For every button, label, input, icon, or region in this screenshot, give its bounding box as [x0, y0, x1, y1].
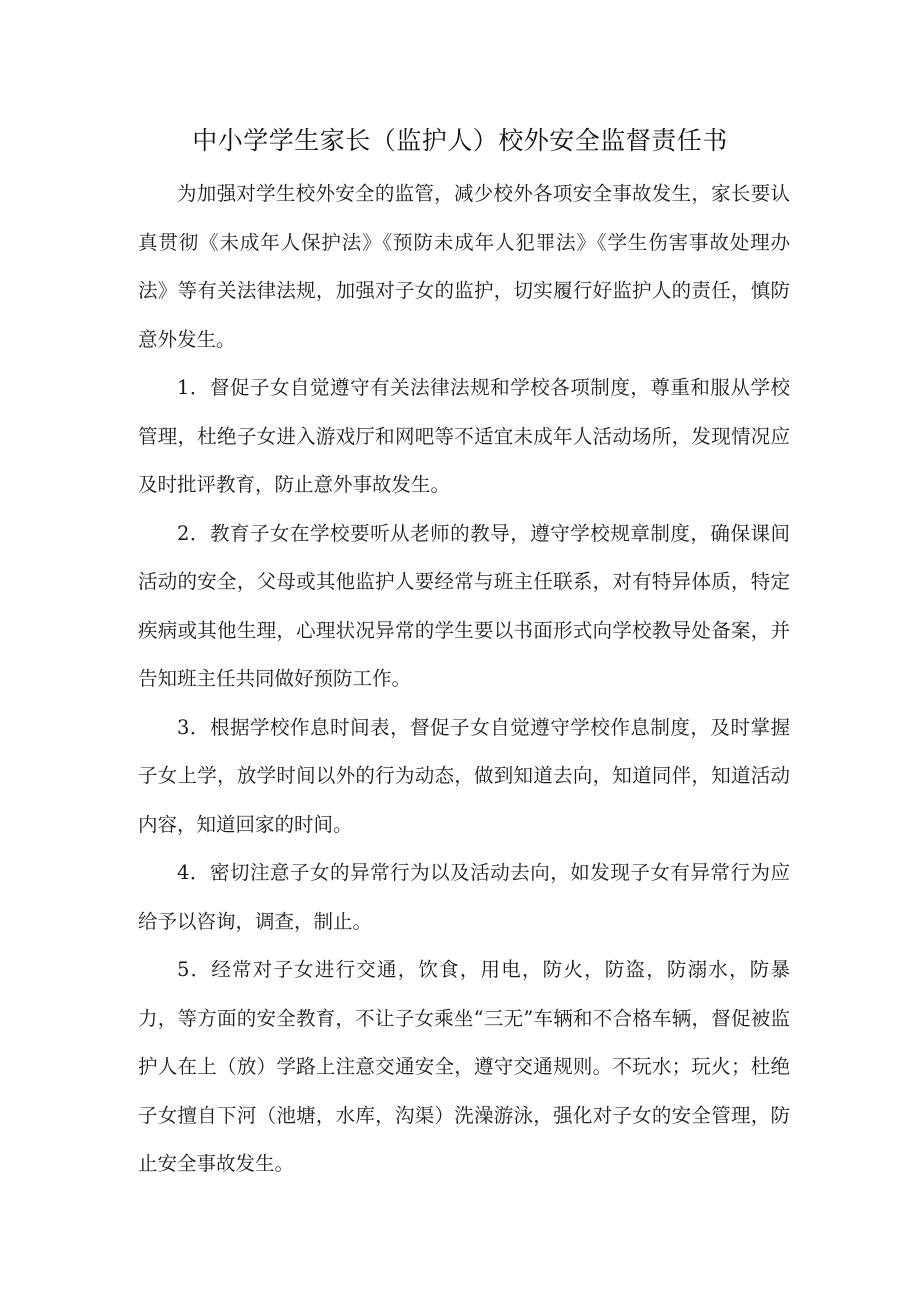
item-paragraph-1: 1．督促子女自觉遵守有关法律法规和学校各项制度，尊重和服从学校管理，杜绝子女进入游戏厅和网吧等不适宜未成年人活动场所，发现情况应及时批评教育，防止意外事故发生。	[138, 376, 790, 496]
item-paragraph-3: 3．根据学校作息时间表，督促子女自觉遵守学校作息制度，及时掌握子女上学，放学时间以外的行为动态，做到知道去向，知道同伴，知道活动内容，知道回家的时间。	[138, 715, 790, 836]
item-paragraph-4: 4．密切注意子女的异常行为以及活动去向，如发现子女有异常行为应给予以咨询，调查，制止。	[138, 861, 790, 933]
item-paragraph-2: 2．教育子女在学校要听从老师的教导，遵守学校规章制度，确保课间活动的安全，父母或其他监护人要经常与班主任联系，对有特异体质，特定疾病或其他生理，心理状况异常的学生要以书面形式向学校教导处备案，并告知班主任共同做好预防工作。	[138, 521, 790, 690]
intro-paragraph: 为加强对学生校外安全的监管，减少校外各项安全事故发生，家长要认真贯彻《未成年人保护法》《预防未成年人犯罪法》《学生伤害事故处理办法》等有关法律法规，加强对子女的监护，切实履行好监护人的责任，慎防意外发生。	[138, 182, 790, 351]
item-paragraph-5: 5．经常对子女进行交通，饮食，用电，防火，防盗，防溺水，防暴力，等方面的安全教育，不让子女乘坐“三无”车辆和不合格车辆，督促被监护人在上（放）学路上注意交通安全，遵守交通规则。不玩水；玩火；杜绝子女擅自下河（池塘，水库，沟渠）洗澡游泳，强化对子女的安全管理，防止安全事故发生。	[138, 958, 790, 1175]
document-title: 中小学学生家长（监护人）校外安全监督责任书	[192, 126, 728, 155]
document-body	[138, 170, 790, 1189]
